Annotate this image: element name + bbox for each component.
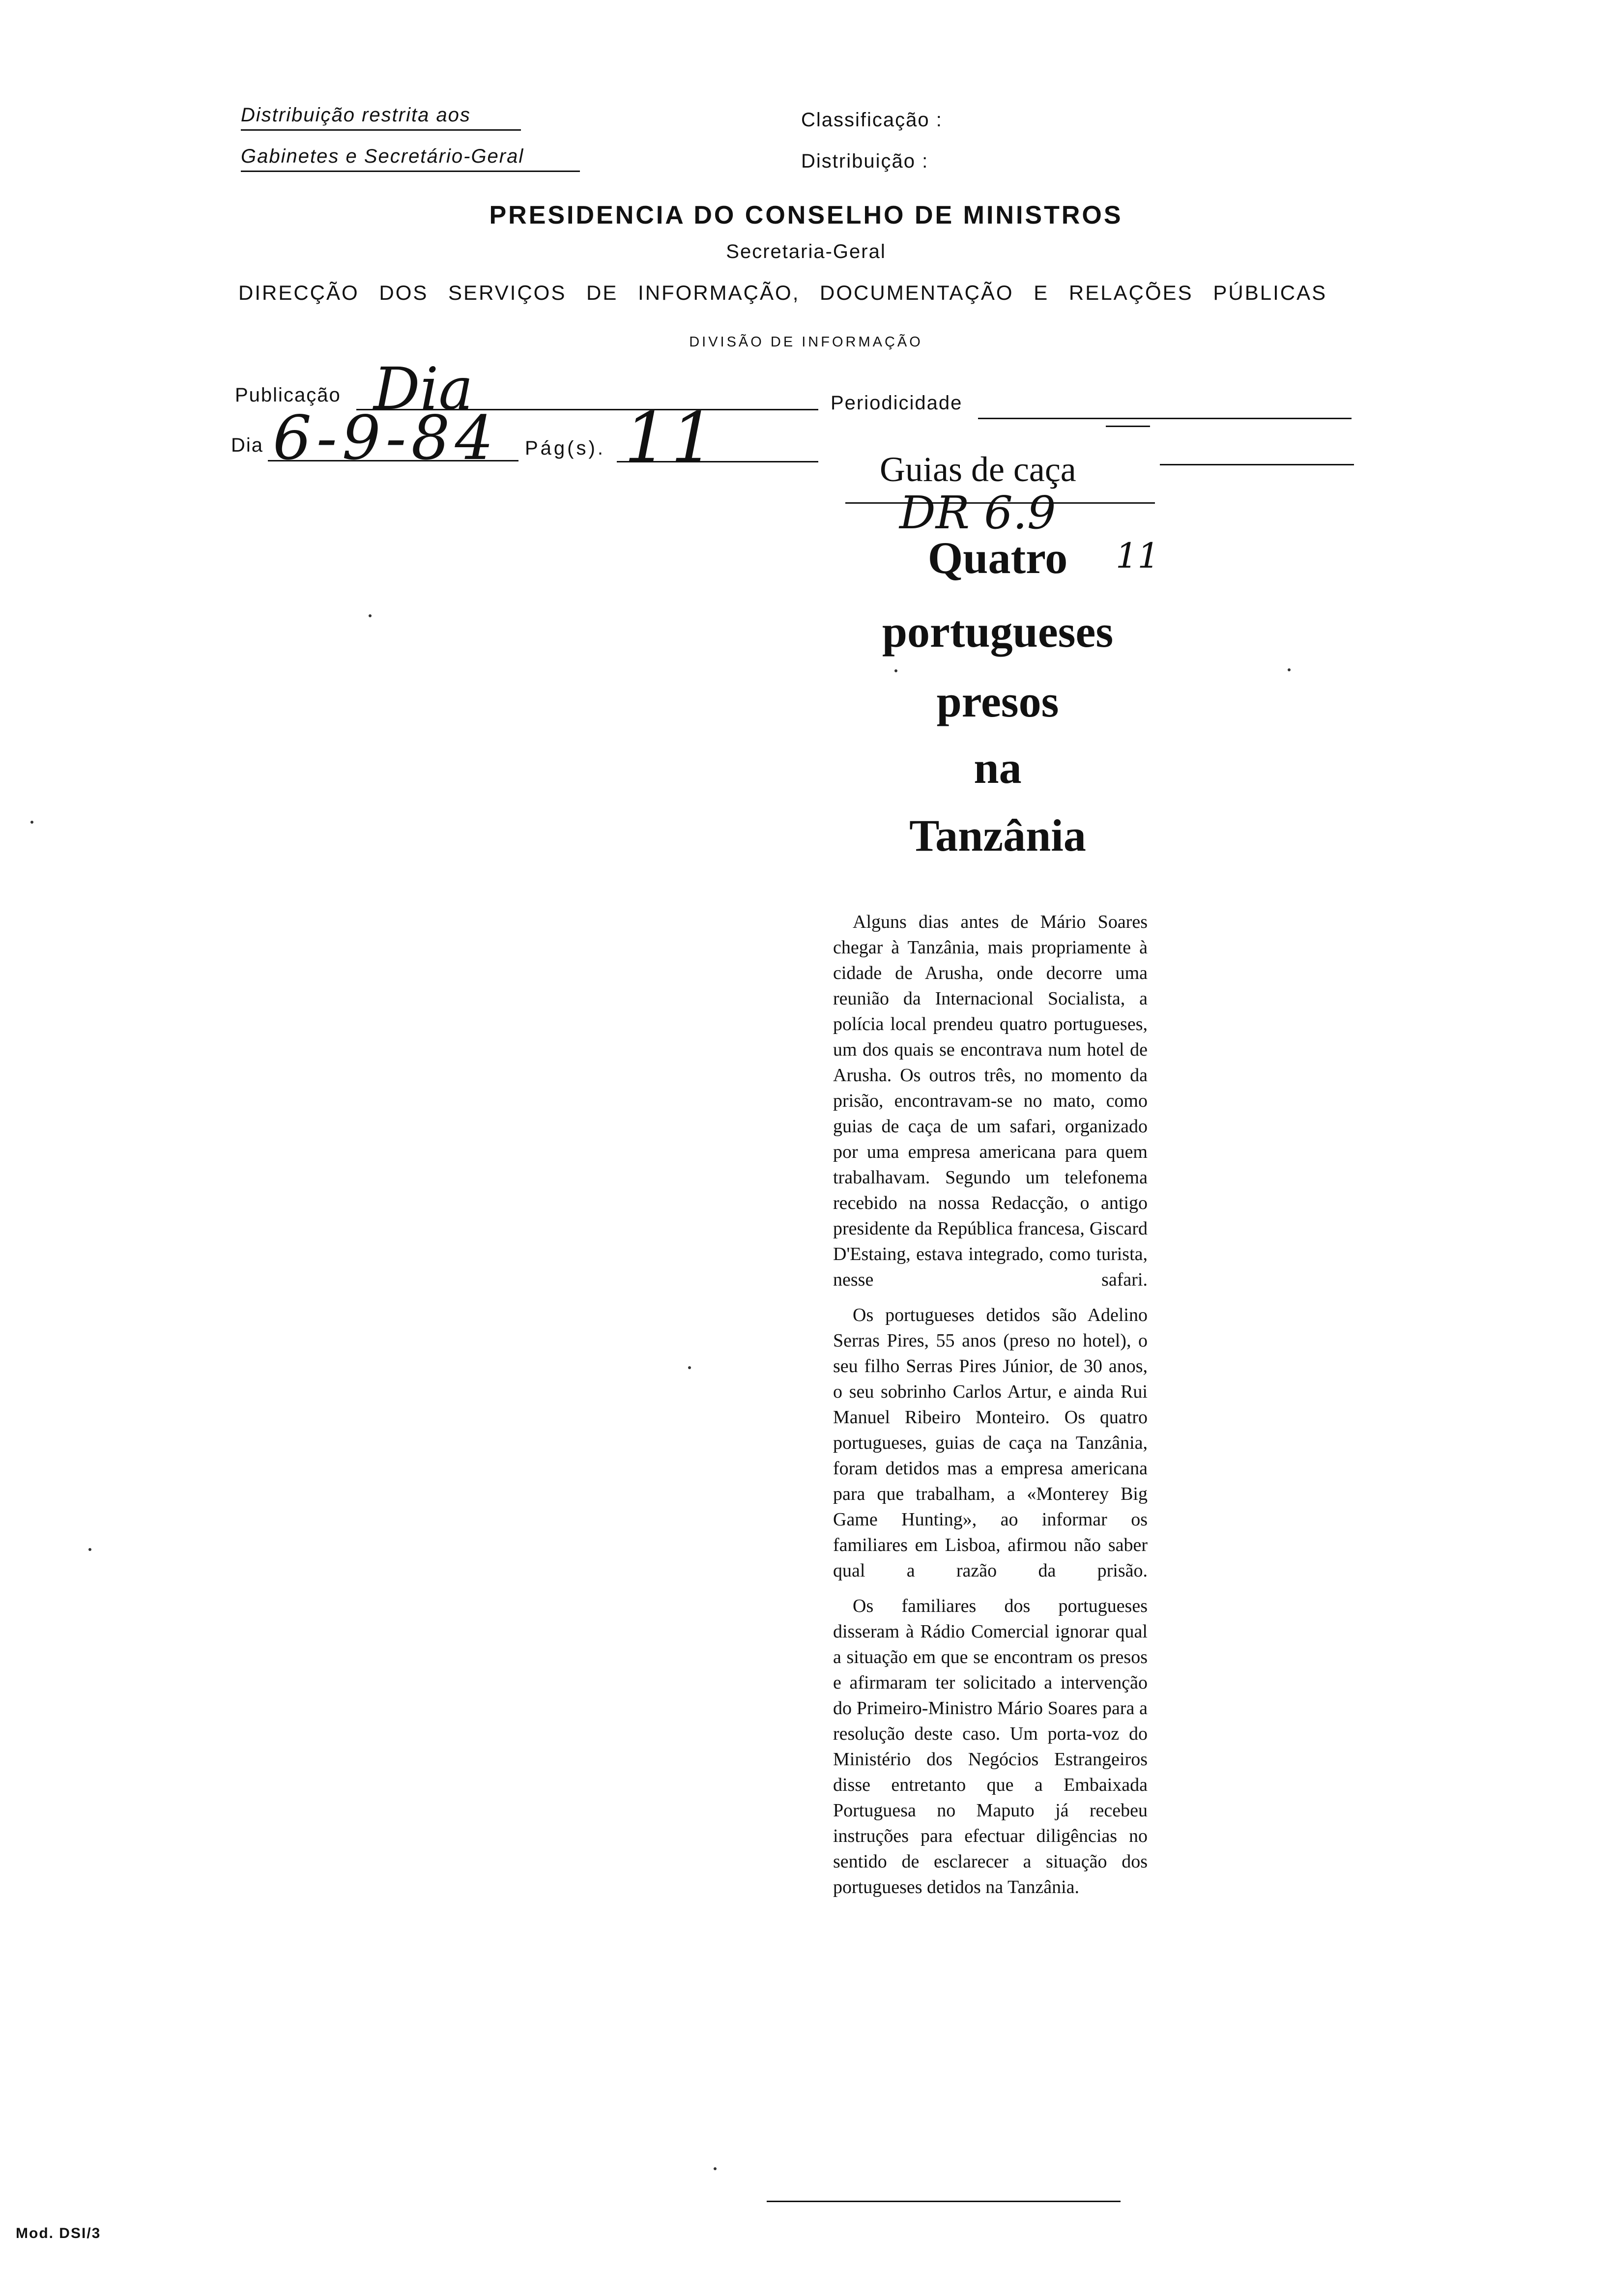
dia-label: Dia: [231, 434, 264, 456]
divisao-heading: DIVISÃO DE INFORMAÇÃO: [689, 334, 923, 350]
right-short-rule-1: [1106, 426, 1150, 427]
article-paragraph-2: Os portugueses detidos são Adelino Serras Pires, 55 anos (preso no hotel), o seu filho Serras Pires Júnior, de 30 anos, o seu sobrinho Carlos Artur, e ainda Rui Manuel Ribeiro Monteiro. Os quatro portugueses, guias de caça na Tanzânia, foram detidos mas a empresa americana para que trabalham, a «Monterey Big Game Hunting», ao informar os familiares em Lisboa, afirmou não saber qual a razão da prisão.: [833, 1305, 1148, 1581]
dia-handwritten-value: 6-9-84: [273, 403, 499, 474]
article-paragraph-1: Alguns dias antes de Mário Soares chegar à Tanzânia, mais propriamente à cidade de Arusha, onde decorre uma reunião da Internacional Socialista, a polícia local prendeu quatro portugueses, um dos quais se encontrava num hotel de Arusha. Os outros três, no momento da prisão, encontravam-se no mato, como guias de caça de um safari, organizado por uma empresa americana para quem trabalhavam. Segundo um telefonema recebido na nossa Redacção, o antigo presidente da República francesa, Giscard D'Estaing, estava integrado, como turista, nesse safari.: [833, 912, 1148, 1290]
article-body: [833, 909, 1148, 1900]
article-end-rule: [767, 2201, 1121, 2202]
handwritten-page-note: 11: [1116, 536, 1160, 576]
direccao-text: DIRECÇÃO DOS SERVIÇOS DE INFORMAÇÃO, DOCUMENTAÇÃO E RELAÇÕES PÚBLICAS: [238, 281, 1327, 304]
scan-speck: [688, 1366, 691, 1369]
headline-line-3: presos: [936, 676, 1059, 726]
scan-speck: [1288, 668, 1291, 671]
publicacao-handwritten-value: Dia: [374, 355, 473, 423]
periodicidade-line: [978, 418, 1352, 419]
headline-line-2: portugueses: [882, 606, 1114, 657]
scan-speck: [894, 669, 897, 672]
article-kicker: Guias de caça: [880, 450, 1076, 489]
page-title: PRESIDENCIA DO CONSELHO DE MINISTROS: [489, 201, 1123, 230]
article-paragraph-3: Os familiares dos portugueses disseram à Rádio Comercial ignorar qual a situação em que se encontram os presos e afirmaram ter solicitado a intervenção do Primeiro-Ministro Mário Soares para a resolução deste caso. Um porta-voz do Ministério dos Negócios Estrangeiros disse entretanto que a Embaixada Portuguesa no Maputo já recebeu instruções para efectuar diligências no sentido de esclarecer a situação dos portugueses detidos na Tanzânia.: [833, 1596, 1148, 1897]
right-short-rule-2: [1160, 464, 1354, 465]
handwritten-note: DR 6.9: [899, 487, 1056, 539]
classificacao-label: Classificação :: [801, 109, 943, 131]
scan-speck: [88, 1548, 91, 1551]
scan-speck: [714, 2167, 717, 2170]
headline-line-5: Tanzânia: [909, 810, 1086, 861]
article-headline: [855, 521, 1140, 870]
distribution-note-line1: Distribuição restrita aos: [241, 104, 521, 131]
headline-line-4: na: [974, 743, 1022, 793]
page-subtitle: Secretaria-Geral: [726, 241, 886, 262]
periodicidade-label: Periodicidade: [831, 392, 963, 414]
pags-handwritten-value: 11: [624, 398, 718, 478]
scan-speck: [369, 614, 372, 617]
form-model-label: Mod. DSI/3: [16, 2225, 101, 2241]
publicacao-label: Publicação: [235, 384, 341, 406]
pags-label: Pág(s).: [525, 437, 605, 459]
scan-speck: [30, 821, 33, 824]
direccao-heading: [238, 281, 1354, 305]
distribution-note-line2: Gabinetes e Secretário-Geral: [241, 145, 580, 172]
distribuicao-label: Distribuição :: [801, 150, 929, 172]
headline-line-1: Quatro: [927, 533, 1068, 583]
